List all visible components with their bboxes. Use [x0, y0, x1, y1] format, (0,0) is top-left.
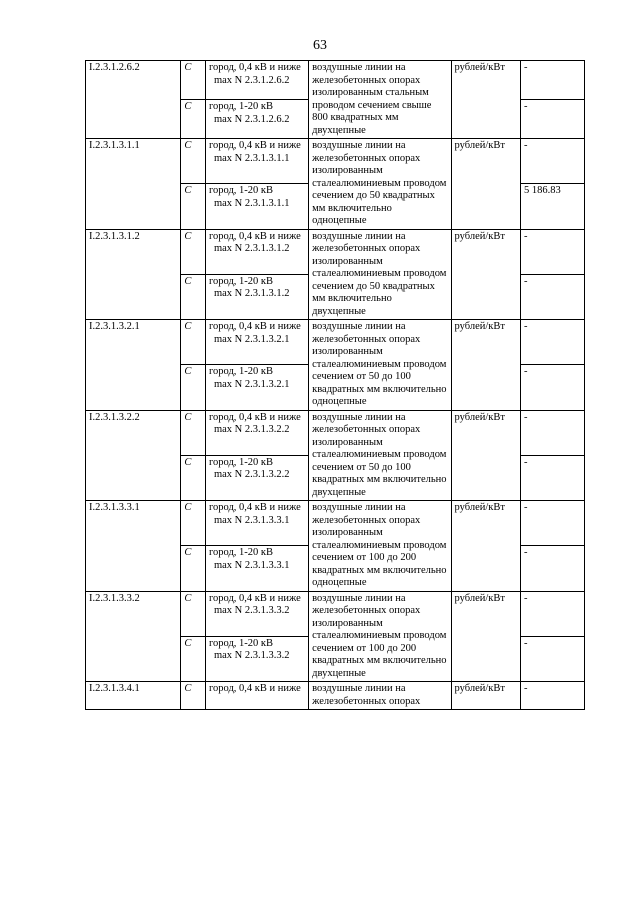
value-cell: - — [521, 320, 585, 365]
row-code: I.2.3.1.3.3.1 — [86, 501, 181, 592]
voltage-text: город, 1-20 кВ — [208, 547, 274, 559]
voltage-text: город, 1-20 кВ — [208, 637, 274, 649]
voltage-cell — [205, 365, 308, 410]
voltage-text: город, 0,4 кВ и ниже — [208, 683, 301, 694]
value-cell: - — [521, 61, 585, 100]
unit-cell: рублей/кВт — [451, 320, 521, 411]
voltage-text: город, 1-20 кВ — [208, 456, 274, 468]
category-cell: С — [181, 61, 206, 100]
unit-cell: рублей/кВт — [451, 501, 521, 592]
voltage-text: город, 0,4 кВ и ниже — [208, 321, 301, 332]
row-code: I.2.3.1.3.2.1 — [86, 320, 181, 411]
voltage-cell — [205, 100, 308, 139]
category-cell: С — [181, 139, 206, 184]
voltage-cell — [205, 546, 308, 591]
unit-cell: рублей/кВт — [451, 139, 521, 230]
category-cell: С — [181, 546, 206, 591]
description-cell: воздушные линии на железобетонных опорах изолированным сталеалюминиевым проводом сечением до 50 квадратных мм включительно одноцепные — [309, 139, 451, 230]
unit-cell: рублей/кВт — [451, 410, 521, 501]
value-cell: - — [521, 139, 585, 184]
row-code: I.2.3.1.2.6.2 — [86, 61, 181, 139]
unit-cell: рублей/кВт — [451, 591, 521, 682]
voltage-cell — [205, 636, 308, 681]
max-reference: max N 2.3.1.3.2.1 — [213, 378, 290, 390]
value-cell: - — [521, 546, 585, 591]
voltage-cell — [205, 320, 308, 365]
table-row — [86, 320, 585, 365]
value-cell: - — [521, 636, 585, 681]
row-code: I.2.3.1.3.3.2 — [86, 591, 181, 682]
category-cell: С — [181, 501, 206, 546]
value-cell: - — [521, 501, 585, 546]
voltage-text: город, 0,4 кВ и ниже — [208, 140, 301, 151]
value-cell: - — [521, 455, 585, 500]
category-cell: С — [181, 455, 206, 500]
max-reference: max N 2.3.1.3.1.1 — [213, 197, 290, 209]
voltage-cell — [205, 501, 308, 546]
table-row — [86, 61, 585, 100]
value-cell: - — [521, 365, 585, 410]
table-row — [86, 229, 585, 274]
description-cell: воздушные линии на железобетонных опорах изолированным стальным проводом сечением свыше 800 квадратных мм двухцепные — [309, 61, 451, 139]
description-cell: воздушные линии на железобетонных опорах изолированным сталеалюминиевым проводом сечением от 50 до 100 квадратных мм включительно одноцепные — [309, 320, 451, 411]
table-row — [86, 139, 585, 184]
value-cell: 5 186.83 — [521, 184, 585, 229]
tariff-table — [85, 60, 585, 710]
description-cell: воздушные линии на железобетонных опорах изолированным сталеалюминиевым проводом сечением до 50 квадратных мм включительно двухцепные — [309, 229, 451, 320]
value-cell: - — [521, 410, 585, 455]
voltage-text: город, 1-20 кВ — [208, 366, 274, 378]
description-cell: воздушные линии на железобетонных опорах изолированным сталеалюминиевым проводом сечением от 100 до 200 квадратных мм включительно двухцепные — [309, 591, 451, 682]
voltage-cell — [205, 455, 308, 500]
row-code: I.2.3.1.3.1.2 — [86, 229, 181, 320]
voltage-cell — [205, 184, 308, 229]
row-code: I.2.3.1.3.1.1 — [86, 139, 181, 230]
table-row — [86, 410, 585, 455]
voltage-cell — [205, 229, 308, 274]
max-reference: max N 2.3.1.2.6.2 — [213, 113, 290, 125]
voltage-text: город, 0,4 кВ и ниже — [208, 62, 301, 73]
category-cell: С — [181, 100, 206, 139]
voltage-cell — [205, 682, 308, 710]
value-cell: - — [521, 682, 585, 710]
row-code: I.2.3.1.3.4.1 — [86, 682, 181, 710]
category-cell: С — [181, 320, 206, 365]
max-reference: max N 2.3.1.3.3.2 — [213, 605, 290, 616]
voltage-cell — [205, 591, 308, 636]
value-cell: - — [521, 100, 585, 139]
max-reference: max N 2.3.1.3.1.2 — [213, 288, 290, 300]
voltage-cell — [205, 410, 308, 455]
value-cell: - — [521, 274, 585, 319]
category-cell: С — [181, 229, 206, 274]
table-row — [86, 501, 585, 546]
category-cell: С — [181, 274, 206, 319]
description-cell: воздушные линии на железобетонных опорах изолированным сталеалюминиевым проводом сечением от 100 до 200 квадратных мм включительно одноцепные — [309, 501, 451, 592]
category-cell: С — [181, 410, 206, 455]
voltage-cell — [205, 274, 308, 319]
voltage-text: город, 0,4 кВ и ниже — [208, 411, 301, 423]
max-reference: max N 2.3.1.3.3.2 — [213, 650, 290, 662]
max-reference: max N 2.3.1.3.2.2 — [213, 469, 290, 481]
max-reference: max N 2.3.1.3.2.2 — [213, 424, 290, 435]
unit-cell: рублей/кВт — [451, 229, 521, 320]
voltage-cell — [205, 139, 308, 184]
category-cell: С — [181, 591, 206, 636]
description-cell: воздушные линии на железобетонных опорах изолированным сталеалюминиевым проводом сечением от 50 до 100 квадратных мм включительно двухцепные — [309, 410, 451, 501]
max-reference: max N 2.3.1.3.1.1 — [213, 152, 290, 164]
category-cell: С — [181, 365, 206, 410]
voltage-text: город, 0,4 кВ и ниже — [208, 230, 301, 242]
page-number: 63 — [313, 38, 327, 53]
voltage-text: город, 1-20 кВ — [208, 275, 274, 287]
voltage-cell — [205, 61, 308, 100]
table-row — [86, 682, 585, 710]
voltage-text: город, 1-20 кВ — [208, 101, 274, 112]
max-reference: max N 2.3.1.3.3.1 — [213, 514, 290, 526]
category-cell: С — [181, 636, 206, 681]
max-reference: max N 2.3.1.3.1.2 — [213, 243, 290, 254]
max-reference: max N 2.3.1.3.2.1 — [213, 333, 290, 345]
max-reference: max N 2.3.1.3.3.1 — [213, 559, 290, 571]
value-cell: - — [521, 229, 585, 274]
row-code: I.2.3.1.3.2.2 — [86, 410, 181, 501]
unit-cell: рублей/кВт — [451, 61, 521, 139]
voltage-text: город, 0,4 кВ и ниже — [208, 502, 301, 513]
voltage-text: город, 0,4 кВ и ниже — [208, 592, 301, 604]
unit-cell: рублей/кВт — [451, 682, 521, 710]
voltage-text: город, 1-20 кВ — [208, 185, 274, 197]
value-cell: - — [521, 591, 585, 636]
max-reference: max N 2.3.1.2.6.2 — [213, 74, 290, 86]
category-cell: С — [181, 682, 206, 710]
description-cell: воздушные линии на железобетонных опорах — [309, 682, 451, 710]
table-row — [86, 591, 585, 636]
category-cell: С — [181, 184, 206, 229]
